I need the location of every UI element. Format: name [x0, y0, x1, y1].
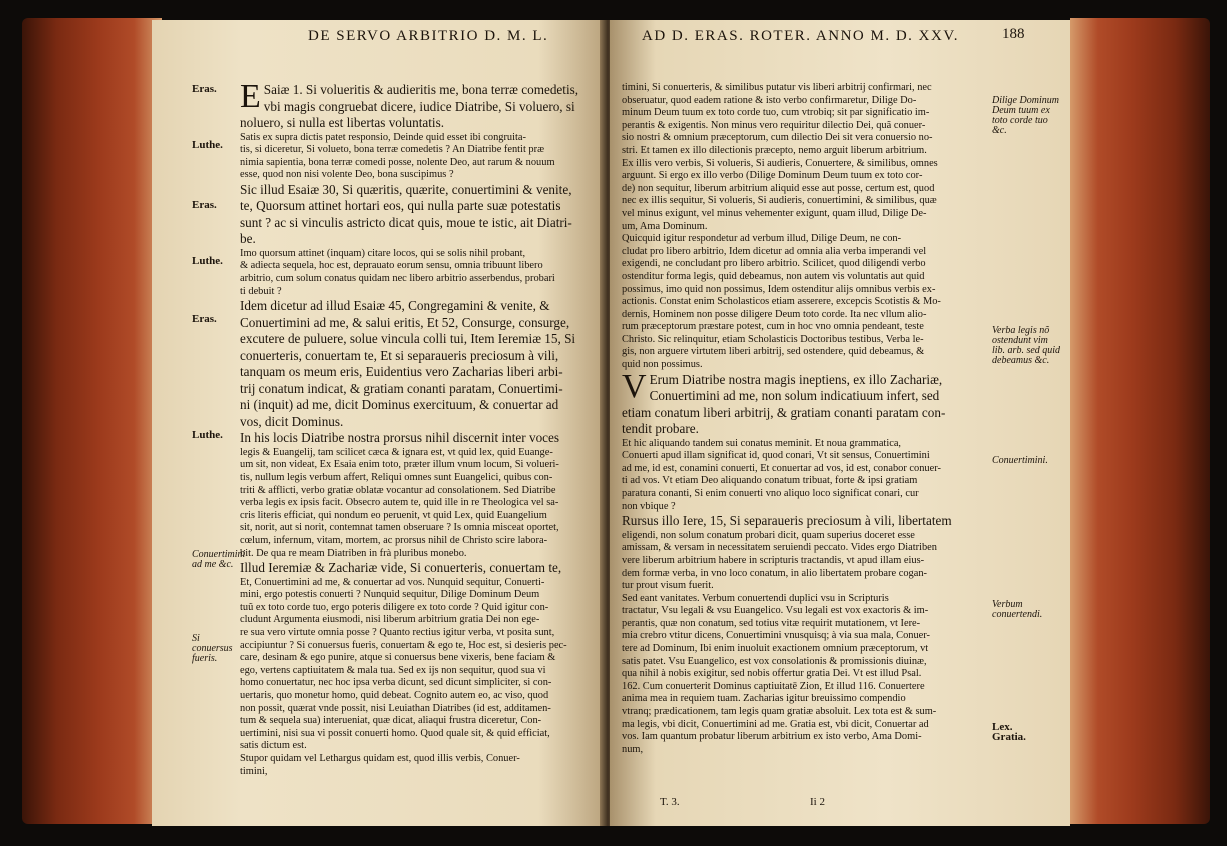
margin-note: Verbum conuertendi.	[992, 599, 1043, 620]
text-line	[622, 246, 987, 259]
text-line	[240, 535, 602, 548]
text-line-content: arbitrio, cum solum conatus quidam nec libero arbitrio asserbendus, probari	[240, 273, 555, 285]
text-line-content: eligendi, non solum conatum probari dicit, quam superius doceret esse	[622, 529, 915, 541]
margin-note: Lex.	[992, 721, 1013, 733]
text-line-content: Erum Diatribe nostra magis ineptiens, ex illo Zachariæ,	[649, 371, 943, 387]
text-line-content: homo conuertatur, nec hoc ipsa verba dicunt, sed dicunt simpliciter, si con-	[240, 677, 552, 689]
text-line	[240, 690, 602, 703]
text-line-content: bit. De qua re meam Diatriben in frà pluribus monebo.	[240, 547, 467, 559]
text-line-content: tis, si diceretur, Si volueto, bona terræ comedetis ? An Diatribe fentit præ	[240, 144, 545, 156]
text-line	[240, 169, 602, 182]
text-line	[622, 568, 987, 581]
text-line-content: noluero, si nulla est libertas voluntatis.	[240, 115, 445, 130]
text-line-content: amissam, & versam in necessitatem seruiendi peccato. Vides ergo Diatriben	[622, 542, 937, 554]
margin-note: Dilige Dominum Deum tuum ex toto corde tuo &c.	[992, 95, 1059, 136]
text-line-content: etiam conatum liberi arbitrij, & gratiam conanti paratam con-	[622, 404, 946, 420]
text-line-content: cludunt Argumenta eiusmodi, nisi liberum arbitrium gratia Dei non ege-	[240, 614, 540, 626]
text-line	[622, 681, 987, 694]
text-line	[240, 614, 602, 627]
text-line	[622, 195, 987, 208]
text-line-content: ad me, id est, conamini conuerti, Et conuertar ad vos, id est, conabor conuer-	[622, 462, 941, 474]
text-line-content: exigendi, ne concludant pro libero arbitrio. Scilicet, quod diligendi verbo	[622, 258, 926, 270]
text-line-content: Sed eant vanitates. Verbum conuertendi duplici vsu in Scripturis	[622, 592, 889, 604]
text-line-content: timini, Si conuerteris, & similibus putatur vis liberi arbitrij confirmari, nec	[622, 82, 932, 93]
text-line-content: Ex illis vero verbis, Si volueris, Si audieris, Conuertere, & similibus, omnes	[622, 157, 938, 169]
text-line	[240, 397, 602, 414]
text-line	[240, 665, 602, 678]
text-line	[622, 488, 987, 501]
text-line	[240, 652, 602, 665]
text-line-content: Sic illud Esaiæ 30, Si quæritis, quærite, conuertimini & venite,	[240, 181, 572, 197]
text-line-content: mia crebro vtitur dicens, Conuertimini vnusquisq; à via sua mala, Conuer-	[622, 630, 930, 642]
text-line	[622, 668, 987, 681]
text-line	[240, 677, 602, 690]
text-line	[240, 286, 602, 299]
text-line	[622, 421, 987, 438]
text-line-content: satis dictum est.	[240, 740, 307, 752]
text-line	[622, 321, 987, 334]
text-line	[622, 656, 987, 669]
text-line	[240, 273, 602, 286]
text-line-content: anima mea in requiem tuam. Zacharias igitur breuissimo compendio	[622, 693, 906, 705]
text-line	[240, 577, 602, 590]
text-line	[240, 485, 602, 498]
text-line	[240, 315, 602, 332]
text-line	[622, 388, 987, 405]
text-line-content: sit, norit, aut si norit, contemnat tamen obseruare ? Is omnia misceat oportet,	[240, 522, 559, 534]
text-line-content: vos, dicit Dominus.	[240, 413, 344, 429]
text-line	[622, 475, 987, 488]
text-line-content: ego, vertens captiuitatem & mala tua. Sed ex ijs non sequitur, quod sua vi	[240, 664, 546, 676]
right-page-edges	[1070, 18, 1210, 824]
text-line-content: ti debuit ?	[240, 285, 282, 297]
text-line	[240, 157, 602, 170]
text-line	[622, 309, 987, 322]
left-running-head: DE SERVO ARBITRIO D. M. L.	[308, 28, 549, 44]
text-line-content: tractatur, Vsu legali & vsu Euangelico. Vsu legali est vox exactoris & im-	[622, 605, 929, 617]
text-line	[240, 144, 602, 157]
text-line-content: possimus, imo quid non possimus, Idem ostenditur alijs omnibus verbis ex-	[622, 283, 936, 295]
margin-note: Conuertimini ad me &c.	[192, 549, 246, 570]
text-line-content: uertaris, quo monetur homo, quid debeat. Cognito autem eo, ac viso, quod	[240, 689, 549, 701]
text-line-content: trij conatum indicat, & gratiam conanti paratam, Conuertimi-	[240, 380, 563, 396]
text-line	[622, 170, 987, 183]
text-line	[622, 438, 987, 451]
text-line	[622, 530, 987, 543]
text-line	[240, 602, 602, 615]
text-line-content: vere liberum arbitrium habere in scripturis tractandis, vt apud illam eius-	[622, 554, 925, 566]
text-line	[240, 548, 602, 561]
text-line-content: tum & sequela sua) interueniat, quæ dicat, aliaqui frustra diceretur, Con-	[240, 715, 542, 727]
folio-mark: Ii 2	[810, 796, 825, 808]
text-line-content: gis, non arguere virtutem liberi arbitrij, sed ostendere, quid debeamus, &	[622, 346, 925, 358]
text-line	[240, 510, 602, 523]
text-line-content: cludat pro libero arbitrio, Idem dicetur ad omnia alia verba imperandi vel	[622, 245, 927, 257]
text-line-content: Et, Conuertimini ad me, & conuertar ad vos. Nunquid sequitur, Conuerti-	[240, 576, 545, 588]
right-page	[610, 20, 1070, 826]
text-line	[622, 183, 987, 196]
text-line-content: Rursus illo Iere, 15, Si separaueris preciosum à vili, libertatem	[622, 513, 952, 529]
text-line	[240, 447, 602, 460]
text-line-content: legis & Euangelij, tam scilicet cæca & ignara est, vt quid lex, quid Euange-	[240, 446, 553, 458]
text-line-content: ni (inquit) ad me, dicit Dominus exercituum, & conuertar ad	[240, 397, 559, 413]
text-line	[622, 542, 987, 555]
text-line-content: tis, nullum legis verbum affert, Reliqui omnes sunt Euangelici, quibus con-	[240, 471, 553, 483]
text-line-content: nec ex illis sequitur, Si volueris, Si audieris, conuertimini, & similibus, quæ	[622, 195, 937, 207]
text-line	[622, 296, 987, 309]
text-line	[240, 766, 602, 779]
text-line-content: mini, ergo potestis conuerti ? Nunquid sequitur, Dilige Dominum Deum	[240, 589, 540, 601]
margin-note: Luthe.	[192, 139, 223, 151]
text-line-content: ti ad vos. Vt etiam Deo aliquando conatum tribuat, forte & ipsi gratiam	[622, 475, 918, 487]
text-line	[622, 744, 987, 757]
text-line-content: vos. Iam quantum probatur liberum arbitrium ex isto verbo, Ama Domi-	[622, 731, 922, 743]
text-line-content: qua nihil à nobis exigitur, sed nobis offertur gratia Dei. Vt est illud Psal.	[622, 668, 922, 680]
text-line-content: arguunt. Si ergo ex illo verbo (Dilige Dominum Deum tuum ex toto cor-	[622, 170, 923, 182]
text-line	[622, 271, 987, 284]
margin-note: Gratia.	[992, 731, 1026, 743]
text-line	[240, 115, 602, 132]
text-line	[622, 82, 987, 95]
signature-mark: T. 3.	[660, 796, 680, 808]
text-line	[240, 472, 602, 485]
text-line-content: num,	[622, 743, 644, 755]
text-line	[622, 501, 987, 514]
text-line	[622, 706, 987, 719]
text-line	[622, 630, 987, 643]
text-line	[240, 348, 602, 365]
text-line-content: tuũ ex toto corde tuo, ergo poteris diligere ex toto corde ? Quid igitur con-	[240, 601, 549, 613]
text-line-content: cris literis efficiat, qui nondum eo peruenit, vt quid Lex, quid Euangelium	[240, 509, 547, 521]
text-line-content: tur prout visum fuerit.	[622, 580, 714, 592]
text-line	[240, 640, 602, 653]
text-line	[240, 627, 602, 640]
text-line-content: paratura conanti, Si enim conuerti vno aliquo loco significat conari, cur	[622, 488, 919, 500]
text-line-content: triti & afflicti, verbo gratiæ oblatæ vocantur ad consolationem. Sed Diatribe	[240, 484, 556, 496]
text-line	[622, 208, 987, 221]
text-line	[240, 414, 602, 431]
text-line	[622, 132, 987, 145]
text-line	[240, 740, 602, 753]
left-page-edges	[22, 18, 162, 824]
text-line-content: be.	[240, 231, 256, 247]
text-line-content: uertimini, nisi sua vi possit conuerti homo. Quod quale sit, & quid efficiat,	[240, 727, 550, 739]
text-line	[622, 731, 987, 744]
text-line-content: ostenditur forma legis, quid debeamus, non autem vis voluntatis aut quid	[622, 270, 925, 282]
text-line-content: Saiæ 1. Si volueritis & audieritis me, bona terræ comedetis,	[263, 82, 579, 97]
text-line	[622, 258, 987, 271]
text-line-content: um, Ama Dominum.	[622, 220, 708, 232]
margin-note: Eras.	[192, 313, 217, 325]
text-line	[240, 522, 602, 535]
text-line	[622, 158, 987, 171]
text-line-content: Christo. Sic relinquitur, etiam Scholasticis Doctoribus testibus, Verba le-	[622, 333, 924, 345]
margin-note: Verba legis nõ ostendunt vim lib. arb. sed quid debeamus &c.	[992, 325, 1061, 366]
text-line	[240, 215, 602, 232]
text-line-content: tendit probare.	[622, 421, 699, 437]
left-body-text	[240, 78, 602, 778]
text-line-content: um sit, non videat, Ex Esaia enim toto, præter illum vnum locum, Si volueri-	[240, 459, 559, 471]
text-line-content: stri. Et tamen ex illo dilectionis præcepto, nemo arguit liberum arbitrium.	[622, 144, 927, 156]
text-line	[622, 120, 987, 133]
right-running-head: AD D. ERAS. ROTER. ANNO M. D. XXV.	[642, 28, 959, 44]
text-line-content: cœlum, infernum, vitam, mortem, ac prorsus nihil de Christo scire labora-	[240, 534, 548, 546]
text-line	[622, 555, 987, 568]
text-line	[240, 753, 602, 766]
text-line-content: care, desinam & ego punire, atque si conuersus bene vixeris, bene faciam &	[240, 652, 556, 664]
drop-capital: E	[240, 78, 261, 115]
text-line-content: satis patet. Vsu Euangelico, est vox consolationis & promissionis diuinæ,	[622, 655, 927, 667]
text-line-content: & adiecta sequela, hoc est, deprauato eorum sensu, omnia tribuunt libero	[240, 260, 543, 272]
text-line	[622, 145, 987, 158]
text-line-content: perantis, quæ non conatum, sed totius vitæ requirit mutationem, vt Iere-	[622, 617, 921, 629]
text-line-content: te, Quorsum attinet hortari eos, qui nulla parte suæ potestatis	[240, 198, 561, 214]
text-line	[622, 284, 987, 297]
text-line-content: Conuertimini ad me, & salui eritis, Et 52, Consurge, consurge,	[240, 314, 570, 330]
margin-note: Eras.	[192, 83, 217, 95]
text-line-content: Satis ex supra dictis patet responsio, Deinde quid esset ibi congruita-	[240, 131, 526, 143]
text-line-content: dem formæ verba, in vno loco conatum, in alio libertatem probare cogan-	[622, 567, 927, 579]
text-line	[240, 430, 602, 447]
text-line	[622, 593, 987, 606]
text-line-content: timini,	[240, 765, 268, 777]
text-line-content: esse, quod non nisi volente Deo, bona suscipimus ?	[240, 169, 454, 181]
open-book	[22, 12, 1210, 834]
text-line	[622, 107, 987, 120]
text-line	[622, 618, 987, 631]
text-line	[622, 463, 987, 476]
text-line	[622, 693, 987, 706]
text-line	[622, 580, 987, 593]
text-line-content: Stupor quidam vel Lethargus quidam est, quod illis verbis, Conuer-	[240, 752, 520, 764]
margin-note: Luthe.	[192, 429, 223, 441]
text-line-content: Et hic aliquando tandem sui conatus meminit. Et noua grammatica,	[622, 437, 902, 449]
text-line	[240, 728, 602, 741]
text-line-content: tanquam os meum eris, Euidentius vero Zacharias liberi arbi-	[240, 364, 563, 380]
left-page	[152, 20, 606, 826]
text-line-content: vtranq; prædicationem, tam legis quam gratiæ absoluit. Lex tota est & sum-	[622, 706, 937, 718]
text-line-content: re sua vero virtute omnia posse ? Quanto rectius igitur verba, vt posita sunt,	[240, 626, 555, 638]
text-line	[622, 95, 987, 108]
text-line-content: rum præceptorum præstare potest, cum in hoc vno omnia pendeant, teste	[622, 321, 924, 333]
margin-note: Conuertimini.	[992, 455, 1048, 466]
drop-capital: V	[622, 367, 647, 405]
text-line	[622, 405, 987, 422]
text-line-content: verba legis ex ipsis facit. Obsecro autem te, quid ille in re Theologica vel sa-	[240, 497, 559, 509]
text-line	[240, 497, 602, 510]
text-line	[622, 719, 987, 732]
text-line	[240, 715, 602, 728]
text-line	[240, 459, 602, 472]
text-line-content: 162. Cum conuerterit Dominus captiuitatē Zion, Et illud 116. Conuertere	[622, 680, 925, 692]
text-line-content: accipiuntur ? Si conuersus fueris, conuertam & ego te, Hoc est, si desieris pec-	[240, 639, 567, 651]
text-line-content: conuerteris, conuertam te, Et si separaueris preciosum à vili,	[240, 347, 559, 363]
text-line	[240, 589, 602, 602]
text-line-content: de) non sequitur, liberum arbitrium aliquid esse aut posse, certum est, quod	[622, 182, 935, 194]
text-line-content: Conuertimini ad me, non solum indicatiuum infert, sed	[649, 388, 940, 404]
text-line-content: vbi magis congruebat dicere, iudice Diatribe, Si voluero, si	[263, 98, 575, 114]
text-line-content: excutere de puluere, solue vincula colli tui, Item Ieremiæ 15, Si	[240, 331, 576, 347]
text-line	[622, 605, 987, 618]
text-line	[240, 331, 602, 348]
page-number: 188	[1002, 26, 1025, 42]
text-line-content: actionis. Constat enim Scholasticos etiam asserere, excepcis Scotistis & Mo-	[622, 296, 941, 308]
text-line-content: sunt ? ac si vinculis astricto dicat quis, moue te istic, ait Diatri-	[240, 214, 572, 230]
text-line-content: quid non possimus.	[622, 359, 703, 371]
text-line	[240, 198, 602, 215]
text-line-content: ma legis, vbi dicit, Conuertimini ad me. Gratia est, vbi dicit, Conuertar ad	[622, 718, 929, 730]
text-line-content: dernis, Hominem non posse diligere Deum toto corde. Ita nec vllum alio-	[622, 308, 927, 320]
text-line-content: Idem dicetur ad illud Esaiæ 45, Congregamini & venite, &	[240, 298, 550, 314]
text-line-content: non possit, quærat vnde possit, nisi Leuiathan Diatribes (id est, additamen-	[240, 702, 551, 714]
text-line	[240, 99, 602, 116]
text-line-content: Illud Ieremiæ & Zachariæ vide, Si conuerteris, conuertam te,	[240, 560, 562, 576]
text-line-content: obseruatur, quod eadem ratione & isto verbo confirmaretur, Dilige Do-	[622, 94, 917, 106]
text-line	[240, 381, 602, 398]
text-line-content: vel minus exigunt, vel minus vehementer exigunt, quam illud, Dilige De-	[622, 207, 927, 219]
text-line	[622, 233, 987, 246]
text-line-content: non vbique ?	[622, 500, 676, 512]
text-line-content: nimia sapientia, bona terræ comedi posse, nolente Deo, aut rarum & nouum	[240, 156, 555, 168]
text-line-content: minum Deum tuum ex toto corde tuo, cum vtrobiq; sit par significatio im-	[622, 107, 930, 119]
text-line-content: tere ad Dominum, Ibi enim inuoluit exactionem omnium præceptorum, vt	[622, 643, 929, 655]
text-line	[622, 513, 987, 530]
right-body-text	[622, 82, 987, 756]
text-line-content: sio nostri & omnium præceptorum, cum dilectio Dei sit vera conuersio no-	[622, 132, 933, 144]
margin-note: Luthe.	[192, 255, 223, 267]
text-line	[622, 221, 987, 234]
margin-note: Eras.	[192, 199, 217, 211]
text-line	[622, 346, 987, 359]
text-line	[240, 703, 602, 716]
text-line	[240, 182, 602, 199]
margin-note: Si conuersus fueris.	[192, 633, 233, 664]
text-line	[240, 560, 602, 577]
text-line	[240, 132, 602, 145]
text-line	[622, 643, 987, 656]
text-line	[622, 359, 987, 372]
text-line	[240, 231, 602, 248]
text-line-content: In his locis Diatribe nostra prorsus nihil discernit inter voces	[240, 430, 559, 446]
text-line	[240, 248, 602, 261]
text-line	[240, 298, 602, 315]
text-line-content: Quicquid igitur respondetur ad verbum illud, Dilige Deum, ne con-	[622, 233, 902, 245]
text-line	[622, 334, 987, 347]
text-line	[240, 260, 602, 273]
text-line	[622, 450, 987, 463]
text-line-content: Conuerti apud illam significat id, quod conari, Vt sit sensus, Conuertimini	[622, 450, 930, 462]
text-line-content: Imo quorsum attinet (inquam) citare locos, qui se solis nihil probant,	[240, 247, 526, 259]
text-line	[240, 364, 602, 381]
text-line-content: perantis & exigentis. Non minus vero requiritur dilectio Dei, quã conuer-	[622, 119, 926, 131]
